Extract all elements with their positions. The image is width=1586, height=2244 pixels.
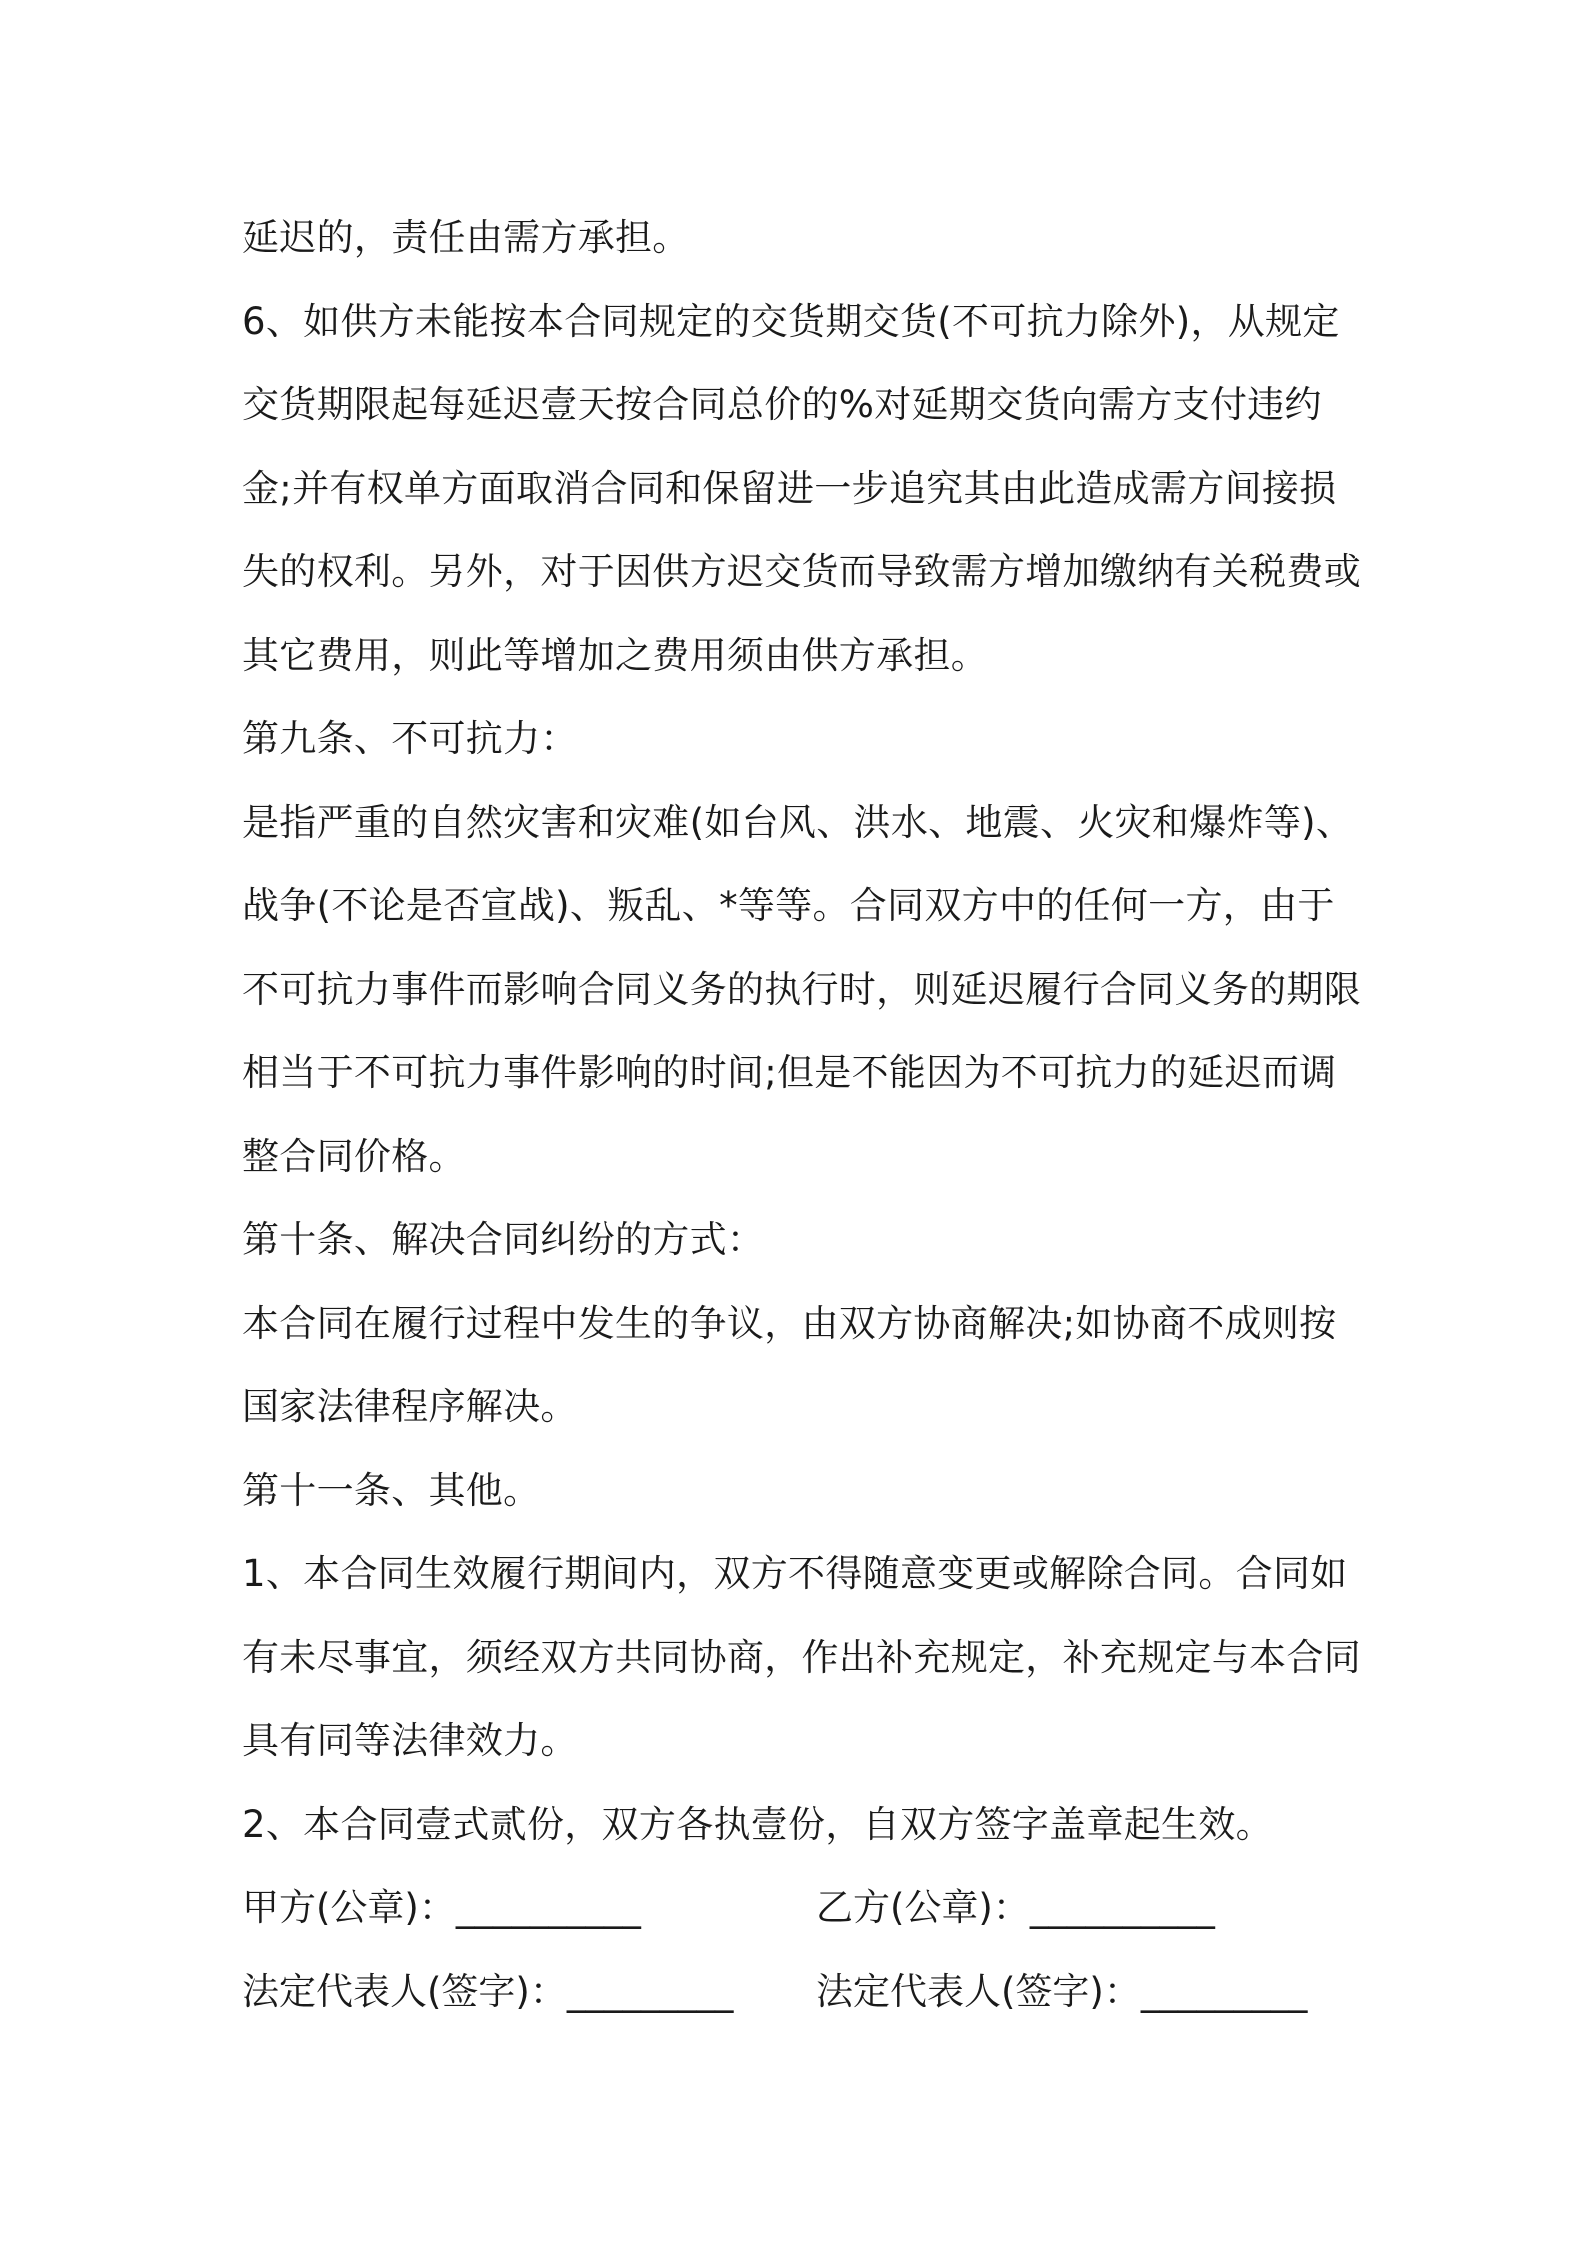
party-b-representative-field: 法定代表人(签字)：_________ (816, 1969, 1308, 2013)
text-line: 2、本合同壹式贰份，双方各执壹份，自双方签字盖章起生效。 (242, 1802, 1273, 1846)
section-heading-other: 第十一条、其他。 (242, 1468, 541, 1512)
text-line: 延迟的，责任由需方承担。 (242, 216, 690, 259)
signature-row-representative (242, 1950, 1362, 2034)
text-line: 失的权利。另外，对于因供方迟交货而导致需方增加缴纳有关税费或 (242, 550, 1361, 593)
text-line: 金;并有权单方面取消合同和保留进一步追究其由此造成需方间接损 (242, 466, 1337, 510)
party-a-representative-field: 法定代表人(签字)：_________ (242, 1969, 734, 2013)
signature-row-seal (242, 1866, 1362, 1950)
section-heading-force-majeure: 第九条、不可抗力： (242, 717, 578, 760)
party-b-seal-field: 乙方(公章)：__________ (816, 1886, 1215, 1929)
text-line: 本合同在履行过程中发生的争议，由双方协商解决;如协商不成则按 (242, 1301, 1337, 1345)
text-line: 整合同价格。 (242, 1134, 466, 1178)
section-heading-dispute-resolution: 第十条、解决合同纠纷的方式： (242, 1218, 765, 1261)
text-line: 战争(不论是否宣战)、叛乱、*等等。合同双方中的任何一方，由于 (242, 884, 1335, 927)
text-line: 具有同等法律效力。 (242, 1719, 578, 1762)
text-line: 1、本合同生效履行期间内，双方不得随意变更或解除合同。合同如 (242, 1552, 1348, 1595)
text-line: 6、如供方未能按本合同规定的交货期交货(不可抗力除外)，从规定 (242, 299, 1340, 343)
text-line: 相当于不可抗力事件影响的时间;但是不能因为不可抗力的延迟而调 (242, 1051, 1337, 1094)
text-line: 其它费用，则此等增加之费用须由供方承担。 (242, 633, 988, 677)
text-line: 有未尽事宜，须经双方共同协商，作出补充规定，补充规定与本合同 (242, 1635, 1361, 1679)
party-a-seal-field: 甲方(公章)：__________ (242, 1886, 641, 1929)
text-line: 交货期限起每延迟壹天按合同总价的%对延期交货向需方支付违约 (242, 383, 1322, 426)
contract-body (242, 196, 1362, 2033)
text-line: 不可抗力事件而影响合同义务的执行时，则延迟履行合同义务的期限 (242, 967, 1361, 1011)
text-line: 是指严重的自然灾害和灾难(如台风、洪水、地震、火灾和爆炸等)、 (242, 800, 1354, 844)
text-line: 国家法律程序解决。 (242, 1385, 578, 1428)
